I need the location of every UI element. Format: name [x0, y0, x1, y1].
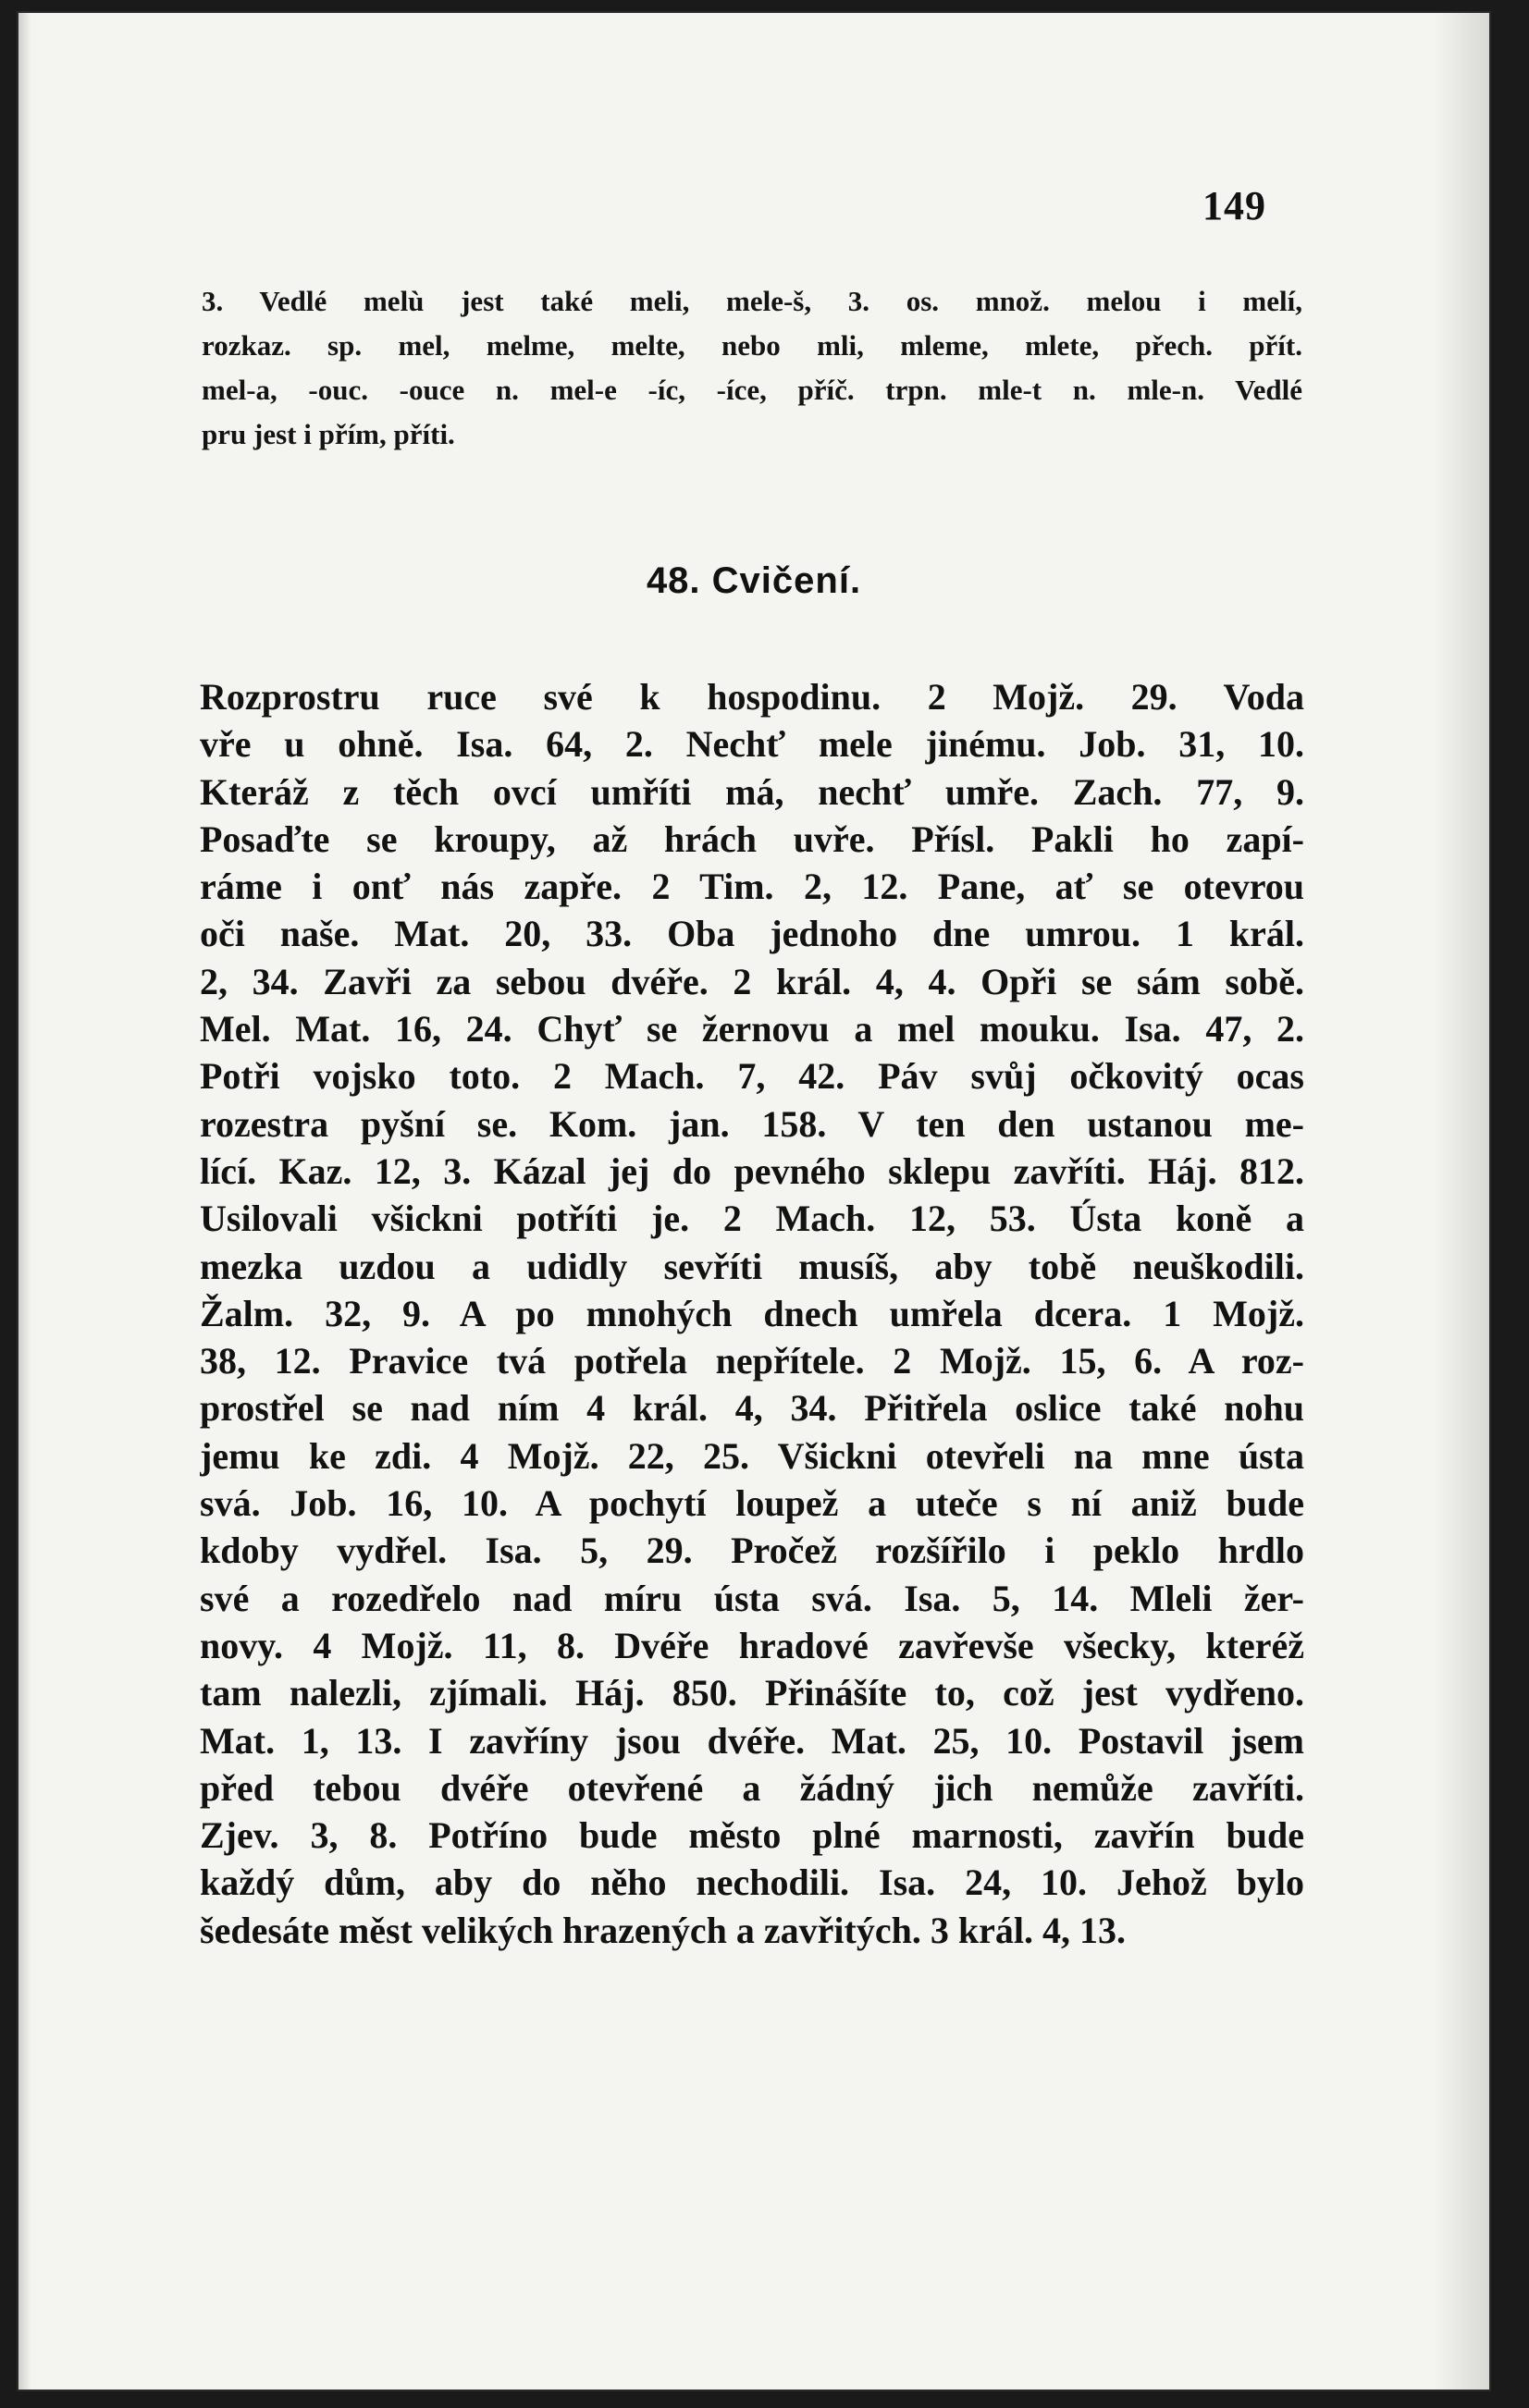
- text-line: prostřel se nad ním 4 král. 4, 34. Přitřela oslice také nohu: [200, 1387, 1304, 1430]
- footnote-line: rozkaz. sp. mel, melme, melte, nebo mli, mleme, mlete, přech. přít.: [202, 329, 1302, 362]
- text-line: kdoby vydřel. Isa. 5, 29. Pročež rozšířilo i peklo hrdlo: [200, 1530, 1304, 1572]
- section-title: 48. Cvičení.: [646, 560, 862, 601]
- text-line: mezka uzdou a udidly sevříti musíš, aby tobě neuškodili.: [200, 1245, 1304, 1287]
- text-line: Mel. Mat. 16, 24. Chyť se žernovu a mel mouku. Isa. 47, 2.: [200, 1008, 1304, 1050]
- page-number: 149: [1202, 183, 1266, 228]
- scan-edge-left: [18, 13, 31, 2390]
- text-line: Mat. 1, 13. I zavříny jsou dvéře. Mat. 25, 10. Postavil jsem: [200, 1719, 1304, 1762]
- text-line: Žalm. 32, 9. A po mnohých dnech umřela dcera. 1 Mojž.: [200, 1292, 1304, 1334]
- text-line: 38, 12. Pravice tvá potřela nepřítele. 2 Mojž. 15, 6. A roz-: [200, 1340, 1304, 1382]
- text-line: šedesáte měst velikých hrazených a zavřitých. 3 král. 4, 13.: [200, 1909, 1126, 1951]
- text-line: svá. Job. 16, 10. A pochytí loupež a uteče s ní aniž bude: [200, 1482, 1304, 1525]
- text-line: novy. 4 Mojž. 11, 8. Dvéře hradové zavřevše všecky, kteréž: [200, 1624, 1304, 1666]
- text-line: oči naše. Mat. 20, 33. Oba jednoho dne umrou. 1 král.: [200, 913, 1304, 955]
- text-line: jemu ke zdi. 4 Mojž. 22, 25. Všickni otevřeli na mne ústa: [200, 1434, 1304, 1477]
- text-line: rozestra pyšní se. Kom. jan. 158. V ten den ustanou me-: [200, 1102, 1304, 1145]
- book-page: [18, 13, 1489, 2390]
- text-line: Posaďte se kroupy, až hrách uvře. Přísl. Pakli ho zapí-: [200, 817, 1304, 860]
- footnote-line: mel-a, -ouc. -ouce n. mel-e -íc, -íce, příč. trpn. mle-t n. mle-n. Vedlé: [202, 374, 1302, 406]
- footnote-line: pru jest i přím, příti.: [202, 418, 455, 450]
- text-line: Usilovali všickni potříti je. 2 Mach. 12, 53. Ústa koně a: [200, 1198, 1304, 1240]
- exercise-text: [200, 673, 1304, 1954]
- footnote-line: 3. Vedlé melù jest také meli, mele-š, 3. os. množ. melou i melí,: [202, 285, 1302, 317]
- text-line: své a rozedřelo nad míru ústa svá. Isa. 5, 14. Mleli žer-: [200, 1577, 1304, 1619]
- text-line: tam nalezli, zjímali. Háj. 850. Přinášíte to, což jest vydřeno.: [200, 1672, 1304, 1714]
- text-line: ráme i onť nás zapře. 2 Tim. 2, 12. Pane, ať se otevrou: [200, 866, 1304, 908]
- text-line: každý dům, aby do něho nechodili. Isa. 24, 10. Jehož bylo: [200, 1861, 1304, 1904]
- text-line: Zjev. 3, 8. Potříno bude město plné marnosti, zavřín bude: [200, 1814, 1304, 1857]
- text-line: Potři vojsko toto. 2 Mach. 7, 42. Páv svůj očkovitý ocas: [200, 1055, 1304, 1098]
- text-line: Rozprostru ruce své k hospodinu. 2 Mojž. 29. Voda: [200, 676, 1304, 718]
- footnote-block: [202, 279, 1302, 457]
- text-line: lící. Kaz. 12, 3. Kázal jej do pevného sklepu zavříti. Háj. 812.: [200, 1149, 1304, 1192]
- scan-edge-right: [1434, 13, 1489, 2390]
- text-line: před tebou dvéře otevřené a žádný jich nemůže zavříti.: [200, 1766, 1304, 1809]
- text-line: vře u ohně. Isa. 64, 2. Nechť mele jinému. Job. 31, 10.: [200, 723, 1304, 766]
- text-line: 2, 34. Zavři za sebou dvéře. 2 král. 4, 4. Opři se sám sobě.: [200, 960, 1304, 1002]
- text-line: Kteráž z těch ovcí umříti má, nechť umře. Zach. 77, 9.: [200, 770, 1304, 813]
